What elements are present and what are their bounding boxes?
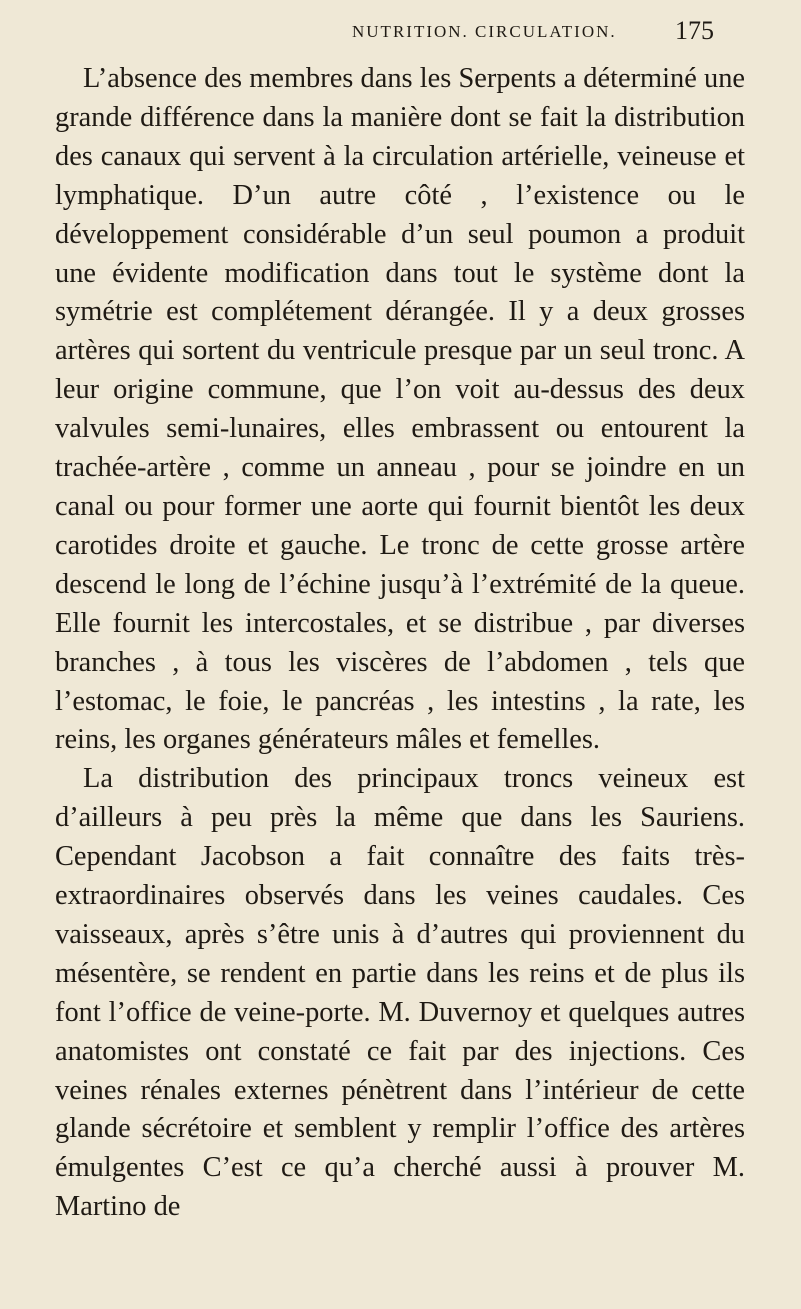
- paragraph-arterial-circulation: L’absence des membres dans les Serpents a déterminé une grande différence dans la manière dont se fait la distribution des canaux qui servent à la circulation artérielle, veineuse et lymphatique. D’un autre côté , l’existence ou le développement considérable d’un seul poumon a produit une évidente modification dans tout le système dont la symétrie est complétement dérangée. Il y a deux grosses artères qui sortent du ventricule presque par un seul tronc. A leur origine commune, que l’on voit au-dessus des deux valvules semi-lunaires, elles embrassent ou entourent la trachée-artère , comme un anneau , pour se joindre en un canal ou pour former une aorte qui fournit bientôt les deux carotides droite et gauche. Le tronc de cette grosse artère descend le long de l’échine jusqu’à l’extrémité de la queue. Elle fournit les intercostales, et se distribue , par diverses branches , à tous les viscères de l’abdomen , tels que l’estomac, le foie, le pancréas , les intestins , la rate, les reins, les organes générateurs mâles et femelles.: [55, 63, 745, 756]
- page-number: 175: [675, 16, 714, 45]
- body-text: [55, 60, 745, 1227]
- running-head: [60, 10, 740, 50]
- running-title: NUTRITION. CIRCULATION.: [352, 22, 617, 41]
- paragraph-venous-circulation: La distribution des principaux troncs veineux est d’ailleurs à peu près la même que dans les Sauriens. Cependant Jacobson a fait connaître des faits très-extraordinaires observés dans les veines caudales. Ces vaisseaux, après s’être unis à d’autres qui proviennent du mésentère, se rendent en partie dans les reins et de plus ils font l’office de veine-porte. M. Duvernoy et quelques autres anatomistes ont constaté ce fait par des injections. Ces veines rénales externes pénètrent dans l’intérieur de cette glande sécrétoire et semblent y remplir l’office des artères émulgentes C’est ce qu’a cherché aussi à prouver M. Martino de: [55, 763, 745, 1223]
